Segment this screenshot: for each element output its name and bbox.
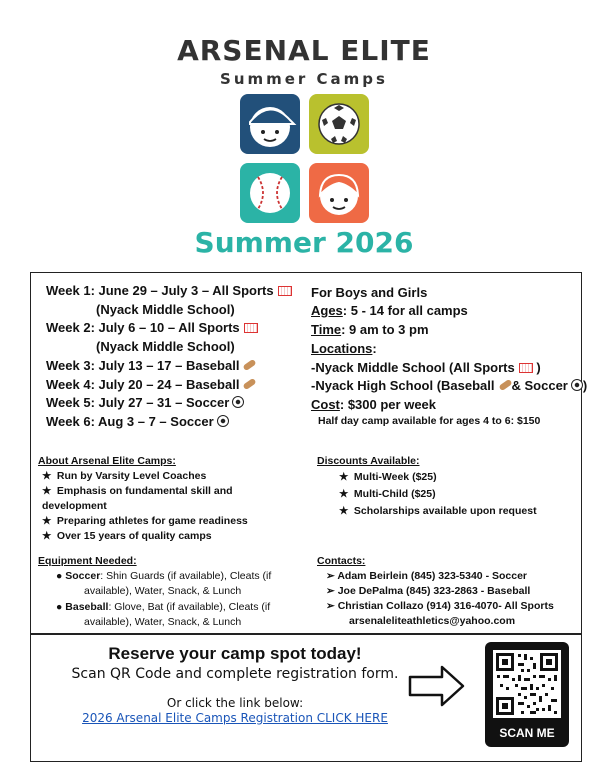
soccer-ball-icon [217,415,229,427]
week-4: Week 4: July 20 – 24 – Baseball [46,375,256,394]
contacts-heading: Contacts: [317,555,366,567]
arrow-right-icon [408,664,466,708]
or-click-text: Or click the link below: [166,696,304,710]
section-divider [30,633,582,635]
soccer-ball-icon [232,396,244,408]
discount-item: ★ Multi-Week ($25) [339,471,437,483]
audience: For Boys and Girls [311,285,428,300]
contact-email: arsenaleliteathletics@yahoo.com [349,615,516,627]
reserve-heading: Reserve your camp spot today! [108,644,362,663]
about-item: ★ Preparing athletes for game readiness [42,515,248,527]
discounts-heading: Discounts Available: [317,455,420,467]
equipment-baseball: ● Baseball: Glove, Bat (if available), Cleats (if [56,601,271,613]
week-1-location: (Nyack Middle School) [96,302,235,317]
baseball-bat-icon [498,379,512,391]
scan-instructions: Scan QR Code and complete registration form. [71,666,399,682]
baseball-bat-icon [243,378,257,390]
qr-code-icon [493,650,561,718]
week-2-location: (Nyack Middle School) [96,339,235,354]
week-3: Week 3: July 13 – 17 – Baseball [46,356,256,375]
camp-title: ARSENAL ELITE [177,34,431,67]
soccer-ball-icon [571,379,583,391]
qr-label: SCAN ME [499,726,555,740]
about-item-continuation: development [42,500,107,512]
discount-item: ★ Multi-Child ($25) [339,488,436,500]
equipment-heading: Equipment Needed: [38,555,137,567]
week-1: Week 1: June 29 – July 3 – All Sports [46,281,292,300]
baseball-icon [240,163,300,223]
contact-item: ➢ Christian Collazo (914) 316-4070- All Sports [326,600,554,612]
location-1: -Nyack Middle School (All Sports ) [311,360,541,375]
contact-item: ➢ Joe DePalma (845) 323-2863 - Baseball [326,585,531,597]
equipment-soccer: ● Soccer: Shin Guards (if available), Cleats (if [56,570,272,582]
registration-link[interactable]: 2026 Arsenal Elite Camps Registration CLICK HERE [82,711,388,725]
discount-item: ★ Scholarships available upon request [339,505,537,517]
location-2: -Nyack High School (Baseball & Soccer ) [311,378,588,393]
contact-item: ➢ Adam Beirlein (845) 323-5340 - Soccer [326,570,528,582]
goal-icon [278,286,292,296]
goal-icon [519,363,533,373]
week-6: Week 6: Aug 3 – 7 – Soccer [46,412,229,431]
ages: Ages: 5 - 14 for all camps [311,303,468,318]
goal-icon [244,323,258,333]
qr-code[interactable] [485,642,569,747]
about-item: ★ Over 15 years of quality camps [42,530,212,542]
equipment-baseball-cont: available), Water, Snack, & Lunch [84,616,242,628]
week-2: Week 2: July 6 – 10 – All Sports [46,318,258,337]
locations-heading: Locations: [311,341,377,356]
equipment-soccer-cont: available), Water, Snack, & Lunch [84,585,242,597]
girl-face-icon [309,163,369,223]
half-day-note: Half day camp available for ages 4 to 6: $150 [318,415,541,427]
camp-subtitle: Summer Camps [220,70,388,88]
baseball-bat-icon [243,359,257,371]
about-item: ★ Run by Varsity Level Coaches [42,470,207,482]
season-title: Summer 2026 [194,226,414,259]
time: Time: 9 am to 3 pm [311,322,429,337]
boy-face-icon [240,94,300,154]
about-heading: About Arsenal Elite Camps: [38,455,176,467]
about-item: ★ Emphasis on fundamental skill and [42,485,233,497]
cost: Cost: $300 per week [311,397,437,412]
soccer-ball-icon [309,94,369,154]
week-5: Week 5: July 27 – 31 – Soccer [46,393,244,412]
